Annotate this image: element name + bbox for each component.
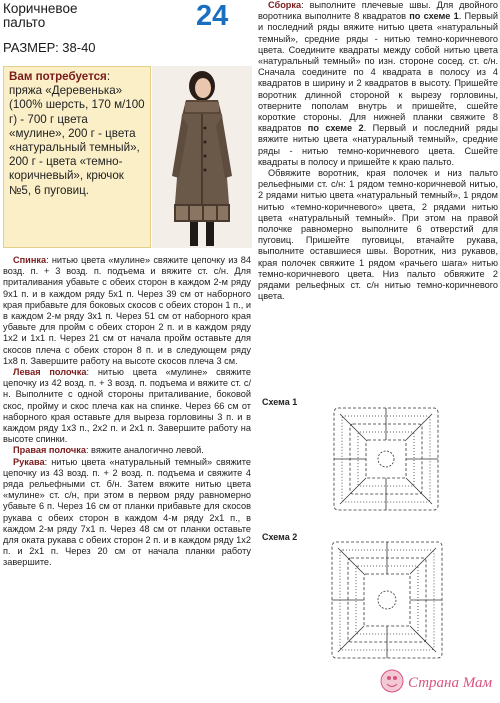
back-text: : нитью цвета «мулине» свяжите цепочку из 84 возд. п. + 3 возд. п. подъема и вяжите ст. с/н. Для приталивания убавьте с обеих сторон в каждом 2-м ряду 9x1 п. и в каждом ряду 5x1 п. Через 39 см от наборного края прибавьте для боковых скосов с обеих сторон 1 п., и в каждом 2-м ряду 3x1 п. Через 51 см от наборного края убавьте для пройм с обеих сторон 2 п. и в каждом ряду 1x2 и 1x1 п. Через 21 см от начала пройм оставьте для скосов плеча с обеих сторон 8 п. и в следующем ряду 1x8 п. Завершите работу на высоте скосов плеча 3 см. [3,255,251,366]
assembly-paragraph [258,0,498,168]
assembly-text-2: . Первый и последний ряды вяжите нитью цвета «натуральный темный», средние ряды - нитью темно-коричневого цвета. Соедините квадраты между собой нитью цвета «натуральный темный» по изн. стороне сосед. ст. с/н. Сначала соедините по 4 квадрата в полосу из 4 квадратов в ширину и 2 квадратов в высоту. Пришейте воротник длинной стороной к вырезу горловины, отверните пополам внутрь и пришейте, сшейте короткие стороны. Для нижней планки свяжите 8 квадратов [258,11,498,134]
coat-illustration [152,66,252,248]
coat-photo [152,66,252,248]
page-title [3,2,108,30]
pattern-number: 24 [196,0,229,32]
left-front-heading: Левая полочка [13,367,87,378]
left-column [3,255,251,569]
right-front-paragraph [3,445,251,456]
title-text: Коричневое пальто [3,1,78,30]
finishing-paragraph [258,168,498,302]
watermark-logo [378,664,498,698]
scheme1-reference: по схеме 1 [409,11,459,22]
assembly-text-3: . Первый и последний ряды вяжите нитью цвета «натуральный темный», средние ряды - нитью темно-коричневого цвета. Сшейте квадраты в полосу и пришейте к краю пальто. [258,123,499,167]
back-paragraph [3,255,251,367]
scheme2-label: Схема 2 [262,532,298,542]
left-front-text: : нитью цвета «мулине» свяжите цепочку из 42 возд. п. + 3 возд. п. подъема и вяжите ст. с/н. Выполните с одной стороны приталивание, боковой скос, пройму и скос плеча как на спинке. Через 66 см от наборного края оставьте для выреза горловины 3 п. и в каждом ряду 1x3 п., 2x2 п. и 2x1 п. Завершите работу на высоте спинки. [3,367,251,445]
materials-box [3,66,151,248]
right-column [258,0,498,302]
assembly-heading: Сборка [268,0,302,10]
finishing-text: Обвяжите воротник, края полочек и низ пальто рельефными ст. с/н: 1 рядом темно-коричневой нитью, 2 рядами нитью цвета «натуральный темный», 1 рядом нитью «темно-коричневого» цвета, 2 рядами нитью цвета «натуральный темный». При этом на правой полочке равномерно выполните 6 отверстий для пуговиц. Пришейте пуговицы, втачайте рукава, выполните оставшиеся швы. Воротник, низ рукавов, края полочек свяжите 1 рядом «рачьего шага» нитью темно-коричневого цвета. Низ пальто обвяжите 2 рядами рельефных ст. с/н нитью темно-коричневого цвета. [258,168,498,302]
size-line: РАЗМЕР: 38-40 [3,40,96,55]
right-front-heading: Правая полочка [13,445,86,456]
watermark-text: Страна Мам [408,675,493,691]
back-heading: Спинка [13,255,47,265]
sleeves-paragraph [3,457,251,569]
materials-text: : пряжа «Деревенька» (100% шерсть, 170 м/100 г) - 700 г цвета «мулине», 200 г - цвета «натуральный темный», 200 г - цвета «темно-коричневый», крючок №5, 6 пуговиц. [9,70,145,197]
sleeves-text: : нитью цвета «натуральный темный» свяжите цепочку из 43 возд. п. + 2 возд. п. подъема и свяжите 4 ряда рельефными ст. б/н. Затем вяжите нитью цвета «мулине» ст. с/н, при этом в первом ряду равномерно убавьте 6 п. Через 16 см от планки прибавьте для скосов рукава с обеих сторон в каждом 4-м ряду 2x1 п., в каждом 2-м ряду 7x1 п. Через 48 см от планки оставьте для оката рукава с обеих сторон 2 п. и в каждом ряду 1x2 п. и 2x1 п. Через 20 см от начала планки работу завершите. [3,456,251,568]
scheme2-diagram [328,538,446,662]
watermark [378,664,498,698]
materials-heading: Вам потребуется [9,70,107,83]
scheme2-reference: по схеме 2 [307,123,364,134]
assembly-text-1: : выполните плечевые швы. Для двойного воротника выполните 8 квадратов [258,0,498,22]
scheme1-diagram [330,404,442,514]
scheme1-label: Схема 1 [262,397,298,407]
left-front-paragraph [3,367,251,445]
right-front-text: : вяжите аналогично левой. [85,445,204,456]
sleeves-heading: Рукава [13,456,45,467]
